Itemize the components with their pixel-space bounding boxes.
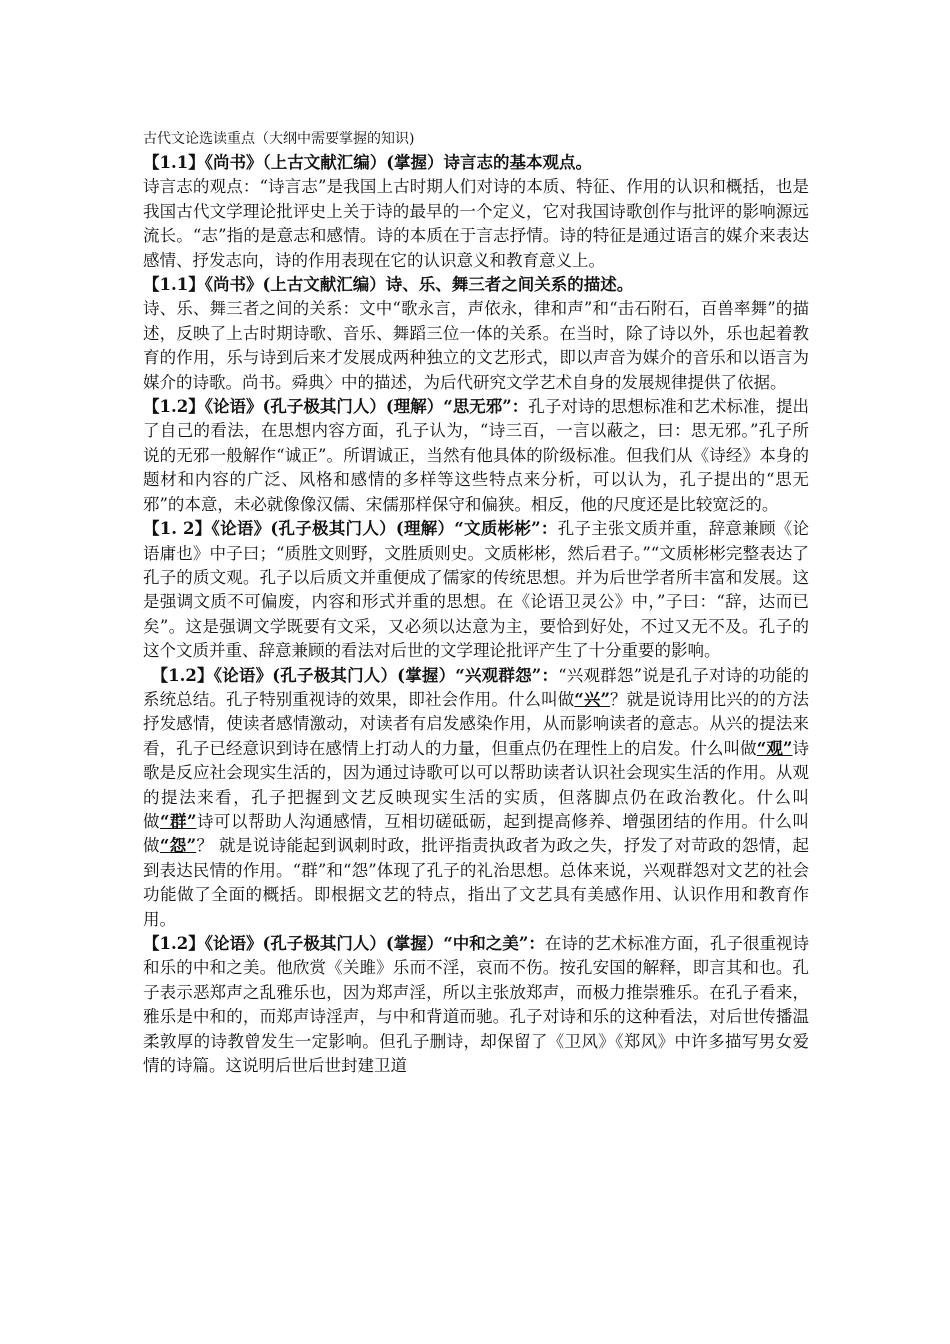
section-heading-shi-yan-zhi: 【1.1】《尚书》（上古文献汇编）(掌握）诗言志的基本观点。 [143,153,593,172]
term-xing: “兴” [574,689,610,709]
term-qun: “群” [160,811,197,831]
section-body-wen-zhi-bin-bin: 孔子主张文质并重，辞意兼顾《论语庸也》中子曰；“质胜文则野，文胜质则史。文质彬彬，然后君子。”“文质彬彬完整表达了孔子的质文观。孔子以后质文并重便成了儒家的传统思想。并为后世学者所丰富和发展。这是强调文质不可偏废，内容和形式并重的思想。在《论语卫灵公》中，”子曰：“辞，达而已矣”。这是强调文学既要有文采，又必须以达意为主，要恰到好处，不过又无不及。孔子的这个文质并重、辞意兼顾的看法对后世的文学理论批评产生了十分重要的影响。 [143,519,810,661]
section-text-part-5: ？ 就是说诗能起到讽刺时政，批评指责执政者为政之失，抒发了对苛政的怨情，起到表达民情的作用。“群”和“怨”体现了孔子的礼治思想。总体来说，兴观群怨对文艺的社会功能做了全面的概括。即根据文艺的特点，指出了文艺具有美感作用、认识作用和教育作用。 [143,836,810,929]
section-body-si-wu-xie: 孔子对诗的思想标准和艺术标准，提出了自己的看法，在思想内容方面，孔子认为，“诗三百，一言以蔽之，曰：思无邪。”孔子所说的无邪一般解作“诚正”。所谓诚正，当然有他具体的阶级标准。但我们从《诗经》本身的题材和内容的广泛、风格和感情的多样等这些特点来分析，可以认为，孔子提出的“思无邪”的本意，未必就像像汉儒、宋儒那样保守和偏狭。相反，他的尺度还是比较宽泛的。 [143,397,809,514]
section-lead-wen-zhi-bin-bin: 【1. 2】《论语》(孔子极其门人）(理解）“文质彬彬”： [143,519,558,539]
section-si-wu-xie [143,395,809,517]
section-text-part-4: 诗可以帮助人沟通感情，互相切磋砥砺，起到提高修养、增强团结的作用。什么叫做 [143,811,810,856]
section-body-shi-yan-zhi: 诗言志的观点：“诗言志”是我国上古时期人们对诗的本质、特征、作用的认识和概括，也是我国古代文学理论批评史上关于诗的最早的一个定义，它对我国诗歌创作与批评的影响源远流长。“志”指的是意志和感情。诗的本质在于言志抒情。诗的特征是通过语言的媒介来表达感情、抒发志向，诗的作用表现在它的认识意义和教育意义上。 [143,177,809,270]
section-lead-xing-guan-qun-yuan: 【1.2】《论语》(孔子极其门人）(掌握）“兴观群怨”： [159,665,559,685]
section-heading-shi-yue-wu: 【1.1】《尚书》(上古文献汇编）诗、乐、舞三者之间关系的描述。 [143,275,634,295]
section-text-part-1: “兴观群怨”说是孔子对诗的功能的系统总结。孔子特别重视诗的效果，即社会作用。什么叫做 [143,665,809,709]
section-lead-si-wu-xie: 【1.2】《论语》(孔子极其门人）(理解）“思无邪”： [143,397,529,417]
section-text-part-3: 诗歌是反应社会现实生活的，因为通过诗歌可以可以帮助读者认识社会现实生活的作用。从观的提法来看，孔子把握到文艺反映现实生活的实质，但落脚点仍在政治教化。什么叫做 [143,738,810,831]
document-page [143,127,809,1078]
section-body-zhong-he-zhi-mei: 在诗的艺术标准方面，孔子很重视诗和乐的中和之美。他欣赏《关雎》乐而不淫，哀而不伤。按孔安国的解释，即言其和也。孔子表示恶郑声之乱雅乐也，因为郑声淫，所以主张放郑声，而极力推崇雅乐。在孔子看来，雅乐是中和的，而郑声诗淫声，与中和背道而驰。孔子对诗和乐的这种看法，对后世传播温柔敦厚的诗教曾发生一定影响。但孔子删诗，却保留了《卫风》《郑风》中许多描写男女爱情的诗篇。这说明后世后世封建卫道 [143,934,810,1076]
section-text-part-2: ？就是说诗用比兴的的方法抒发感情，使读者感情激动，对读者有启发感染作用，从而影响读者的意志。从兴的提法来看，孔子已经意识到诗在感情上打动人的力量，但重点仍在理性上的启发。什么叫做 [143,689,810,758]
term-guan: “观” [756,738,793,758]
section-lead-zhong-he-zhi-mei: 【1.2】《论语》(孔子极其门人）(掌握）“中和之美”： [143,934,545,953]
section-xing-guan-qun-yuan [143,664,809,932]
term-yuan: “怨” [159,836,197,856]
section-body-shi-yue-wu: 诗、乐、舞三者之间的关系：文中“歌永言，声依永，律和声”和“击石附石，百兽率舞”的描述，反映了上古时期诗歌、音乐、舞蹈三位一体的关系。在当时，除了诗以外，乐也起着教育的作用，乐与诗到后来才发展成两种独立的文艺形式，即以声音为媒介的音乐和以语言为媒介的诗歌。尚书。舜典〉中的描述，为后代研究文学艺术自身的发展规律提供了依据。 [143,299,809,392]
document-title: 古代文论选读重点（大纲中需要掌握的知识) [143,131,415,147]
section-zhong-he-zhi-mei [143,932,809,1078]
section-wen-zhi-bin-bin [143,517,809,663]
